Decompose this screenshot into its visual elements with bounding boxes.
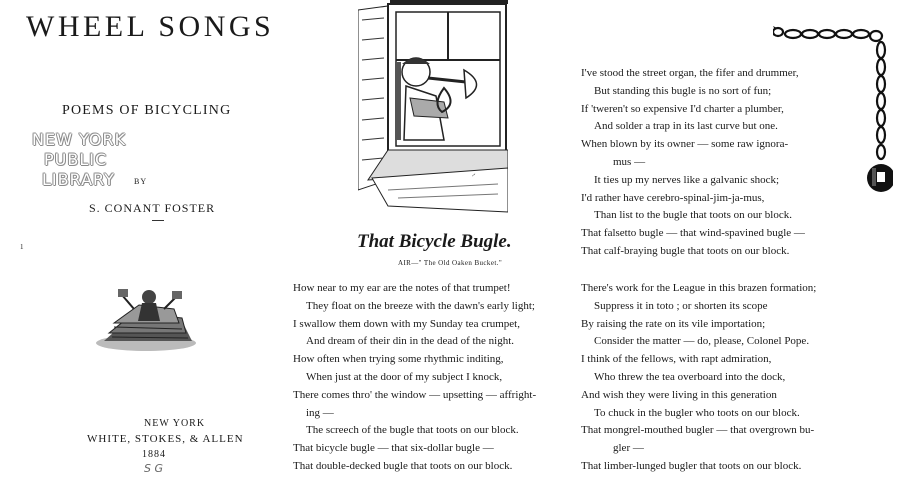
publication-year: 1884 (142, 449, 166, 460)
poem-line: Suppress it in toto ; or shorten its scope (594, 299, 768, 312)
poem-line: And dream of their din in the dead of the night. (306, 335, 515, 348)
page-number: 1 (20, 243, 24, 251)
publication-city: NEW YORK (144, 418, 206, 429)
handwritten-mark: S G (144, 462, 164, 475)
author-name: S. CONANT FOSTER (89, 201, 216, 215)
stamp-line-1: NEW YORK (32, 130, 127, 149)
chain-lock-illustration (773, 18, 893, 200)
poem-line: Than list to the bugle that toots on our block. (594, 209, 792, 222)
book-subtitle: POEMS OF BICYCLING (62, 103, 232, 118)
poem-line: If 'tweren't so expensive I'd charter a plumber, (581, 102, 784, 115)
poem-stanza-1 (293, 280, 536, 476)
stamp-line-2: PUBLIC (44, 150, 108, 169)
poem-line: That double-decked bugle that toots on our block. (293, 459, 513, 472)
poem-line: ing — (306, 406, 334, 419)
poem-line: And wish they were living in this generation (581, 388, 777, 401)
poem-stanza-2 (581, 65, 805, 261)
poem-line: When blown by its owner — some raw ignora- (581, 138, 789, 151)
poem-line: I've stood the street organ, the fifer and drummer, (581, 67, 799, 79)
poem-line: They float on the breeze with the dawn's early light; (306, 299, 535, 312)
poem-line: I think of the fellows, with rapt admiration, (581, 353, 772, 366)
poem-line: That mongrel-mouthed bugler — that overgrown bu- (581, 424, 815, 437)
poem-line: gler — (613, 442, 644, 455)
poem-line: The screech of the bugle that toots on our block. (306, 424, 519, 437)
poem-line: To chuck in the bugler who toots on our block. (594, 406, 800, 419)
poem-line: That limber-lunged bugler that toots on our block. (581, 459, 802, 472)
poem-line: I swallow them down with my Sunday tea crumpet, (293, 317, 520, 330)
poem-stanza-3 (581, 280, 816, 476)
author-rule (152, 220, 164, 221)
poem-line: I'd rather have cerebro-spinal-jim-ja-mus, (581, 191, 765, 204)
poem-line: How near to my ear are the notes of that trumpet! (293, 282, 511, 294)
poem-line: There comes thro' the window — upsetting — affright- (293, 388, 537, 401)
books-vignette-illustration (94, 283, 199, 353)
book-title: WHEEL SONGS (26, 10, 275, 43)
poem-line: When just at the door of my subject I knock, (306, 370, 503, 383)
stamp-line-3: LIBRARY (42, 170, 115, 189)
poem-line: That calf-braying bugle that toots on our block. (581, 244, 790, 257)
poem-title: That Bicycle Bugle. (357, 231, 512, 252)
poem-line: That bicycle bugle — that six-dollar bugle — (293, 442, 494, 455)
poem-line: How often when trying some rhythmic inditing, (293, 353, 504, 366)
poem-line: Consider the matter — do, please, Colonel Pope. (594, 335, 810, 348)
poem-line: That falsetto bugle — that wind-spavined bugle — (581, 227, 805, 240)
publisher-name: WHITE, STOKES, & ALLEN (87, 433, 244, 445)
poem-line: There's work for the League in this brazen formation; (581, 282, 817, 294)
library-stamp (30, 130, 140, 198)
poem-line: And solder a trap in its last curve but one. (594, 120, 778, 133)
by-label: BY (134, 177, 148, 186)
poem-air-note: AIR—" The Old Oaken Bucket." (398, 259, 503, 267)
poem-line: By raising the rate on its vile importation; (581, 317, 766, 330)
poem-line: But standing this bugle is no sort of fun; (594, 84, 772, 97)
svg-text:~: ~ (469, 170, 479, 180)
bugler-window-illustration (358, 0, 508, 215)
poem-line: mus — (613, 155, 646, 168)
poem-line: It ties up my nerves like a galvanic shock; (594, 173, 780, 186)
poem-line: Who threw the tea overboard into the dock, (594, 370, 786, 383)
